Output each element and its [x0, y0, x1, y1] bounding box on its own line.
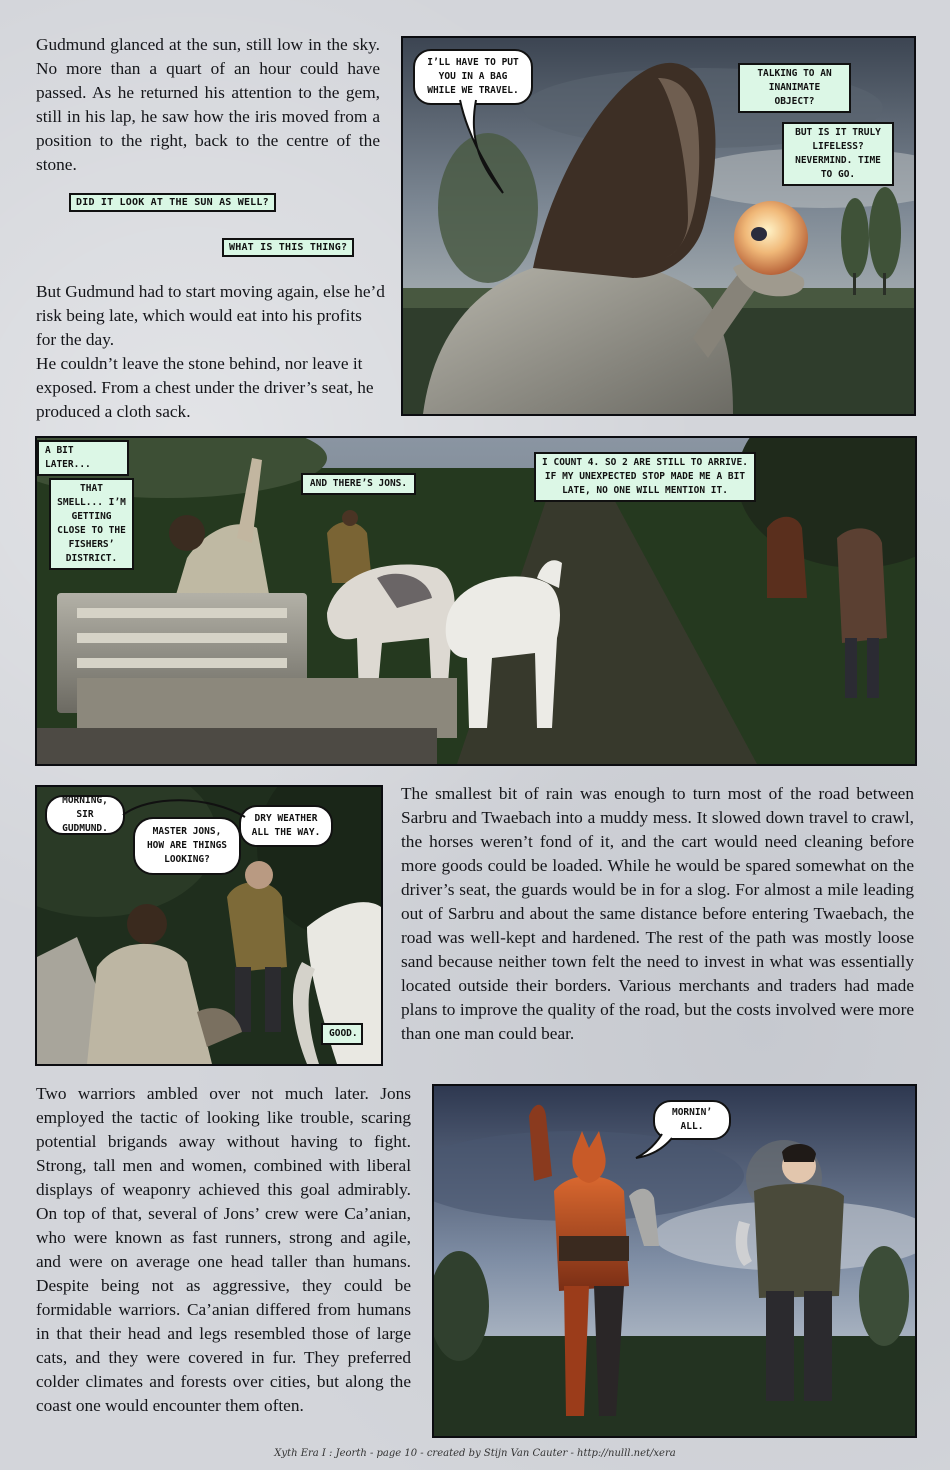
panel-two-warriors	[432, 1084, 917, 1438]
caption-lifeless: BUT IS IT TRULY LIFELESS? NEVERMIND. TIME TO GO.	[782, 122, 894, 186]
caption-jons: AND THERE’S JONS.	[301, 473, 416, 495]
intro-paragraph: Gudmund glanced at the sun, still low in the sky. No more than a quart of an hour could have passed. As he returned his attention to the gem, still in his lap, he saw how the iris moved from a position to the right, back to the centre of the stone.	[36, 35, 380, 174]
speech-bubble-morning: MORNING, SIR GUDMUND.	[45, 795, 125, 835]
warriors-paragraph: Two warriors ambled over not much later. Jons employed the tactic of looking like trouble, scaring potential brigands away without having to fight. Strong, tall men and women, combined with liberal displays of weaponry achieved this goal admirably. On top of that, several of Jons’ crew were Ca’anian, who were known as fast runners, strong and agile, and were on average one head taller than humans. Despite being not as aggressive, they could be formidable warriors. Ca’anian differed from humans in that their head and legs resembled those of large cats, and they were covered in fur. They preferred colder climates and forests over cities, but along the coast one would encounter them often.	[36, 1084, 411, 1415]
intro-text	[36, 33, 380, 177]
bubble-connector	[119, 793, 249, 823]
thought-tag-sun: DID IT LOOK AT THE SUN AS WELL?	[69, 193, 276, 212]
page-footer: Xyth Era I : Jeorth - page 10 - created by Stijn Van Cauter - http://nulll.net/xera	[274, 1448, 676, 1459]
panel-jons-greeting	[35, 785, 383, 1066]
intro-paragraph-3: He couldn’t leave the stone behind, nor leave it exposed. From a chest under the driver’s seat, he produced a cloth sack.	[36, 354, 374, 421]
road-paragraph: The smallest bit of rain was enough to turn most of the road between Sarbru and Twaebach into a muddy mess. It slowed down travel to crawl, the horses weren’t fond of it, and the cart would need cleaning before more goods could be loaded. While he would be spared somewhat on the driver’s seat, the guards would be in for a slog. For almost a mile leading out of Sarbru and about the same distance before entering Twaebach, the road was well-kept and hardened. The rest of the path was mostly loose sand because neither town felt the need to invest in what was essentially located outside their borders. Various merchants and traders had made plans to improve the quality of the road, but the costs involved were more than one man could bear.	[401, 784, 914, 1043]
caption-smell: THAT SMELL... I’M GETTING CLOSE TO THE FISHERS’ DISTRICT.	[49, 478, 134, 570]
caption-count: I COUNT 4. SO 2 ARE STILL TO ARRIVE. IF MY UNEXPECTED STOP MADE ME A BIT LATE, NO ONE WILL MENTION IT.	[534, 452, 756, 502]
panel-cart-fishers	[35, 436, 917, 766]
bubble-tail	[634, 1132, 674, 1162]
caption-good: GOOD.	[321, 1023, 363, 1045]
speech-bubble-master-jons: MASTER JONS, HOW ARE THINGS LOOKING?	[133, 817, 241, 875]
caption-a-bit-later: A BIT LATER...	[37, 440, 129, 476]
intro-text-2	[36, 280, 386, 424]
panel-gudmund-gem	[401, 36, 916, 416]
speech-bubble-mornin-all: MORNIN’ ALL.	[653, 1100, 731, 1140]
warriors-text	[36, 1082, 411, 1418]
speech-bubble-dry-weather: DRY WEATHER ALL THE WAY.	[239, 805, 333, 847]
bubble-tail	[448, 98, 508, 198]
caption-inanimate: TALKING TO AN INANIMATE OBJECT?	[738, 63, 851, 113]
panel-2-illustration	[37, 438, 915, 764]
speech-bubble-bag: I’LL HAVE TO PUT YOU IN A BAG WHILE WE TRAVEL.	[413, 49, 533, 105]
intro-paragraph-2: But Gudmund had to start moving again, else he’d risk being late, which would eat into his profits for the day.	[36, 282, 385, 349]
road-text	[401, 782, 914, 1046]
thought-tag-thing: WHAT IS THIS THING?	[222, 238, 354, 257]
